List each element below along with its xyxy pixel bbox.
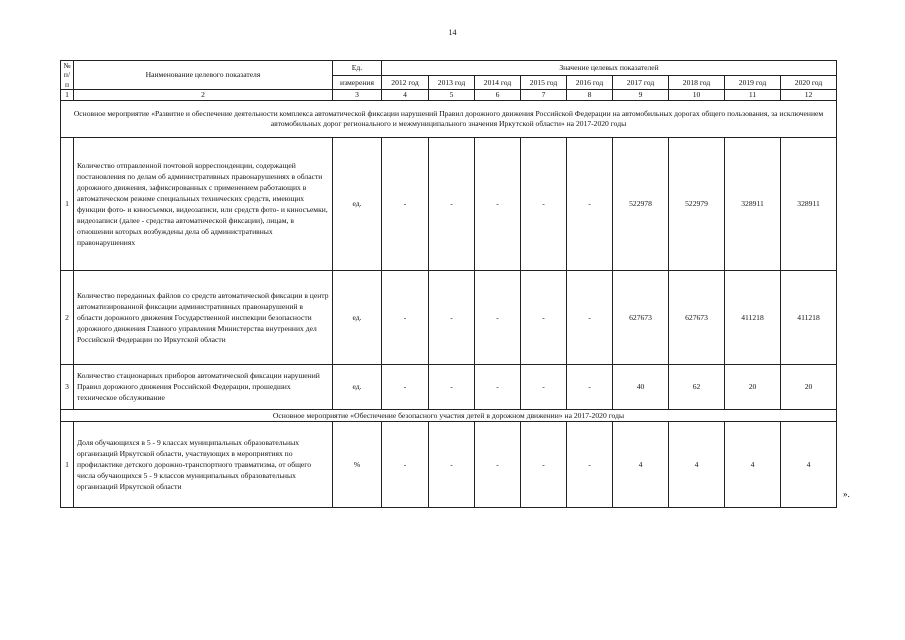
year-header: 2019 год xyxy=(725,75,781,90)
year-header: 2015 год xyxy=(521,75,567,90)
unit-cell: ед. xyxy=(333,270,382,364)
column-number: 5 xyxy=(429,90,475,100)
year-header: 2014 год xyxy=(475,75,521,90)
target-indicators-table xyxy=(60,60,837,508)
value-cell: - xyxy=(475,270,521,364)
table-row xyxy=(61,270,837,364)
value-cell: - xyxy=(521,270,567,364)
indicator-name: Количество переданных файлов со средств автоматической фиксации в центр автоматизированной фиксации административных правонарушений в области дорожного движения Государственной инспекции безопасности дорожного движения Главного управления Министерства внутренних дел Российской Федерации по Иркутской области xyxy=(74,270,333,364)
value-cell: - xyxy=(521,137,567,270)
value-cell: 4 xyxy=(781,422,837,508)
column-number: 1 xyxy=(61,90,74,100)
column-number: 4 xyxy=(382,90,429,100)
value-cell: - xyxy=(429,422,475,508)
row-number: 3 xyxy=(61,364,74,409)
value-cell: 20 xyxy=(781,364,837,409)
value-cell: - xyxy=(567,364,613,409)
unit-cell: % xyxy=(333,422,382,508)
table-row xyxy=(61,364,837,409)
value-cell: - xyxy=(475,422,521,508)
indicator-name: Количество стационарных приборов автоматической фиксации нарушений Правил дорожного движения Российской Федерации, прошедших техническое обслуживание xyxy=(74,364,333,409)
closing-quote-mark: ». xyxy=(843,489,850,499)
value-cell: - xyxy=(382,364,429,409)
year-header: 2016 год xyxy=(567,75,613,90)
table-row xyxy=(61,422,837,508)
column-number: 12 xyxy=(781,90,837,100)
year-header: 2013 год xyxy=(429,75,475,90)
value-cell: 522979 xyxy=(669,137,725,270)
value-cell: - xyxy=(429,364,475,409)
value-cell: 62 xyxy=(669,364,725,409)
year-header: 2017 год xyxy=(613,75,669,90)
value-cell: 40 xyxy=(613,364,669,409)
value-cell: 328911 xyxy=(781,137,837,270)
num-header xyxy=(61,61,74,90)
value-cell: 627673 xyxy=(669,270,725,364)
value-cell: - xyxy=(521,422,567,508)
table-row xyxy=(61,137,837,270)
value-cell: 4 xyxy=(613,422,669,508)
column-number: 8 xyxy=(567,90,613,100)
column-number: 2 xyxy=(74,90,333,100)
column-number: 10 xyxy=(669,90,725,100)
value-cell: 4 xyxy=(725,422,781,508)
value-cell: - xyxy=(567,422,613,508)
column-number: 7 xyxy=(521,90,567,100)
section-2 xyxy=(61,409,837,507)
value-cell: 328911 xyxy=(725,137,781,270)
row-number: 1 xyxy=(61,137,74,270)
num-header-line2: п/п xyxy=(63,70,71,89)
value-cell: - xyxy=(475,364,521,409)
value-cell: - xyxy=(382,137,429,270)
unit-header-line2: измерения xyxy=(333,75,382,90)
value-cell: - xyxy=(382,422,429,508)
column-number: 11 xyxy=(725,90,781,100)
year-header: 2012 год xyxy=(382,75,429,90)
value-cell: - xyxy=(429,270,475,364)
value-cell: 411218 xyxy=(781,270,837,364)
value-cell: 4 xyxy=(669,422,725,508)
value-cell: 522978 xyxy=(613,137,669,270)
page-number: 14 xyxy=(448,28,457,37)
row-number: 2 xyxy=(61,270,74,364)
values-group-header: Значение целевых показателей xyxy=(382,61,837,76)
unit-cell: ед. xyxy=(333,364,382,409)
indicator-name: Доля обучающихся в 5 - 9 классах муниципальных образовательных организаций Иркутской области, участвующих в мероприятиях по профилактике детского дорожно-транспортного травматизма, от общего числа обучающихся 5 - 9 классов муниципальных образовательных организаций Иркутской области xyxy=(74,422,333,508)
value-cell: - xyxy=(521,364,567,409)
unit-header-line1: Ед. xyxy=(333,61,382,76)
year-header: 2020 год xyxy=(781,75,837,90)
num-header-line1: № xyxy=(63,61,71,70)
column-number: 3 xyxy=(333,90,382,100)
value-cell: - xyxy=(429,137,475,270)
column-number: 6 xyxy=(475,90,521,100)
section-title: Основное мероприятие «Обеспечение безопасного участия детей в дорожном движении» на 2017-2020 годы xyxy=(61,409,837,421)
row-number: 1 xyxy=(61,422,74,508)
indicator-name: Количество отправленной почтовой корреспонденции, содержащей постановления по делам об административных правонарушениях в области дорожного движения, зафиксированных с применением работающих в автоматическом режиме специальных технических средств, имеющих функции фото- и киносъемки, видеозаписи, или средств фото- и киносъемки, видеозаписи (далее - средства автоматической фиксации), лицам, в отношении которых возбуждены дела об административных правонарушениях xyxy=(74,137,333,270)
unit-cell: ед. xyxy=(333,137,382,270)
value-cell: - xyxy=(567,270,613,364)
value-cell: 20 xyxy=(725,364,781,409)
column-number: 9 xyxy=(613,90,669,100)
value-cell: 411218 xyxy=(725,270,781,364)
section-1 xyxy=(61,100,837,409)
year-header: 2018 год xyxy=(669,75,725,90)
section-title: Основное мероприятие «Развитие и обеспечение деятельности комплекса автоматической фиксации нарушений Правил дорожного движения Российской Федерации на автомобильных дорогах общего пользования, за исключением автомобильных дорог регионального и межмуниципального значения Иркутской области» на 2017-2020 годы xyxy=(61,100,837,137)
value-cell: - xyxy=(475,137,521,270)
name-header: Наименование целевого показателя xyxy=(74,61,333,90)
value-cell: - xyxy=(567,137,613,270)
value-cell: 627673 xyxy=(613,270,669,364)
value-cell: - xyxy=(382,270,429,364)
table-header xyxy=(61,61,837,101)
